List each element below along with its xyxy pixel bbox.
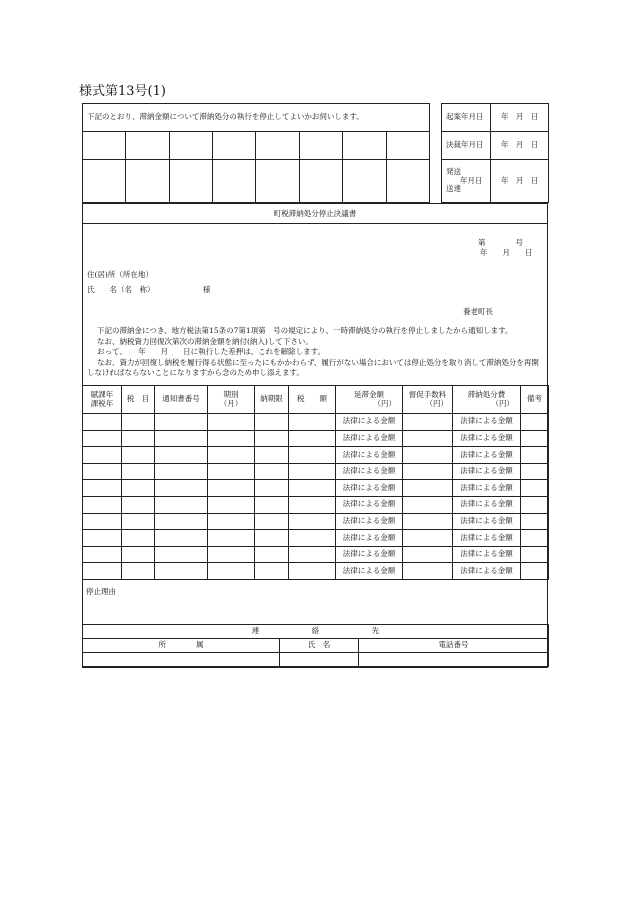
table-cell (255, 530, 289, 547)
late-charge-cell: 法律による金額 (336, 530, 403, 547)
stamp-cell (386, 132, 429, 160)
table-cell (255, 447, 289, 464)
header-tax-amount: 税 額 (289, 386, 336, 414)
table-cell (83, 546, 122, 563)
body-paragraph: なお、資力が回復し納税を履行得る状態に至ったにもかかわらず、履行がない場合においては停止処分を取り消して滞納処分を再開しなければならないことになりますから念のため申し添えます。 (87, 357, 539, 377)
stamp-cell (386, 160, 429, 203)
document-date: 年 月 日 (480, 248, 533, 257)
header-due-date: 納期限 (255, 386, 289, 414)
table-cell (155, 513, 208, 530)
table-cell (255, 496, 289, 513)
table-cell (403, 513, 453, 530)
table-cell (83, 496, 122, 513)
table-cell (289, 463, 336, 480)
approval-request-text: 下記のとおり、滞納金額について滞納処分の執行を停止してよいかお伺いします。 (83, 104, 430, 132)
contact-name-label: 氏 名 (280, 639, 359, 653)
table-cell (521, 530, 549, 547)
late-charge-cell: 法律による金額 (336, 414, 403, 431)
table-cell (208, 480, 255, 497)
name-label: 氏 名（名 称） (87, 285, 155, 294)
table-cell (208, 447, 255, 464)
table-cell (521, 496, 549, 513)
table-cell (122, 513, 155, 530)
stamp-cell (299, 160, 342, 203)
table-cell (521, 480, 549, 497)
table-row (83, 480, 549, 497)
table-cell (155, 546, 208, 563)
table-cell (289, 430, 336, 447)
table-cell (403, 496, 453, 513)
draft-date-label: 起案年月日 (441, 104, 490, 132)
body-paragraph: 下記の滞納金につき、地方税法第15条の7第1項第 号の規定により、一時滞納処分の執行を停止しましたから通知します。 (97, 326, 513, 335)
body-paragraph: なお、納税資力回復次第次の滞納金額を納付(納入)して下さい。 (97, 336, 313, 346)
table-cell (122, 546, 155, 563)
table-cell (521, 563, 549, 580)
table-cell (83, 414, 122, 431)
table-row (83, 530, 549, 547)
disposition-cost-cell: 法律による金額 (453, 513, 521, 530)
approval-date-label: 決裁年月日 (441, 132, 490, 160)
header-period: 期別 （月） (208, 386, 255, 414)
disposition-cost-cell: 法律による金額 (453, 414, 521, 431)
header-late-charge: 延滞金額 （円） (336, 386, 403, 414)
table-cell (289, 447, 336, 464)
table-cell (155, 414, 208, 431)
disposition-cost-cell: 法律による金額 (453, 563, 521, 580)
stamp-cell (169, 160, 212, 203)
table-row (83, 496, 549, 513)
table-cell (289, 530, 336, 547)
table-cell (83, 563, 122, 580)
header-reminder-fee: 督促手数料 （円） (403, 386, 453, 414)
table-cell (122, 463, 155, 480)
table-cell (289, 513, 336, 530)
address-label: 住(居)所（所在地） (87, 270, 153, 279)
table-cell (255, 563, 289, 580)
contact-name-field[interactable] (280, 653, 359, 667)
table-cell (208, 414, 255, 431)
table-cell (155, 496, 208, 513)
table-cell (208, 430, 255, 447)
approval-date-value: 年 月 日 (491, 132, 549, 160)
table-cell (403, 563, 453, 580)
table-row (83, 513, 549, 530)
disposition-cost-cell: 法律による金額 (453, 430, 521, 447)
late-charge-cell: 法律による金額 (336, 563, 403, 580)
stamp-cell (256, 160, 299, 203)
contact-title: 連 絡 先 (83, 625, 549, 639)
affiliation-label: 所 属 (83, 639, 280, 653)
disposition-cost-cell: 法律による金額 (453, 447, 521, 464)
disposition-cost-cell: 法律による金額 (453, 463, 521, 480)
issuer: 養老町長 (463, 307, 493, 316)
table-cell (289, 496, 336, 513)
table-cell (208, 513, 255, 530)
stamp-cell (169, 132, 212, 160)
table-cell (521, 447, 549, 464)
late-charge-cell: 法律による金額 (336, 430, 403, 447)
tax-detail-table (82, 385, 549, 580)
table-row (83, 447, 549, 464)
stamp-cell (126, 132, 169, 160)
table-cell (403, 546, 453, 563)
table-cell (255, 513, 289, 530)
disposition-cost-cell: 法律による金額 (453, 546, 521, 563)
phone-label: 電話番号 (359, 639, 549, 653)
stamp-cell (83, 160, 126, 203)
approval-table (82, 103, 549, 203)
table-cell (83, 430, 122, 447)
honorific: 様 (203, 285, 211, 294)
header-disposition-cost: 滞納処分費 （円） (453, 386, 521, 414)
table-cell (122, 447, 155, 464)
table-cell (255, 546, 289, 563)
disposition-cost-cell: 法律による金額 (453, 480, 521, 497)
table-cell (289, 563, 336, 580)
dispatch-date-label: 発送 年月日 送達 (441, 160, 490, 203)
table-cell (208, 563, 255, 580)
table-cell (403, 463, 453, 480)
header-assessment-year: 賦課年 課税年 (83, 386, 122, 414)
table-row (83, 563, 549, 580)
table-cell (155, 480, 208, 497)
table-cell (403, 414, 453, 431)
disposition-cost-cell: 法律による金額 (453, 496, 521, 513)
header-notice-number: 通知書番号 (155, 386, 208, 414)
affiliation-field[interactable] (83, 653, 280, 667)
table-cell (83, 480, 122, 497)
late-charge-cell: 法律による金額 (336, 496, 403, 513)
document-title: 町税滞納処分停止決議書 (83, 204, 547, 224)
late-charge-cell: 法律による金額 (336, 513, 403, 530)
body-paragraph: おって、 年 月 日に執行した差押は、これを解除します。 (97, 347, 325, 356)
table-row (83, 414, 549, 431)
table-cell (403, 480, 453, 497)
table-cell (122, 414, 155, 431)
table-cell (289, 414, 336, 431)
draft-date-value: 年 月 日 (491, 104, 549, 132)
document-number: 第 号 (478, 238, 523, 247)
late-charge-cell: 法律による金額 (336, 463, 403, 480)
table-cell (208, 530, 255, 547)
table-cell (83, 530, 122, 547)
table-cell (521, 513, 549, 530)
table-cell (155, 447, 208, 464)
table-row (83, 430, 549, 447)
stamp-cell (213, 160, 256, 203)
stamp-cell (299, 132, 342, 160)
table-row (83, 546, 549, 563)
table-cell (403, 430, 453, 447)
table-cell (155, 563, 208, 580)
table-cell (208, 546, 255, 563)
table-cell (255, 480, 289, 497)
stamp-cell (256, 132, 299, 160)
table-cell (83, 447, 122, 464)
table-cell (255, 463, 289, 480)
stamp-cell (83, 132, 126, 160)
dispatch-date-value: 年 月 日 (491, 160, 549, 203)
table-cell (289, 480, 336, 497)
phone-field[interactable] (359, 653, 549, 667)
late-charge-cell: 法律による金額 (336, 480, 403, 497)
table-cell (83, 513, 122, 530)
table-cell (122, 430, 155, 447)
table-cell (289, 546, 336, 563)
stop-reason-label: 停止理由 (86, 587, 116, 596)
table-cell (255, 414, 289, 431)
contact-table (82, 624, 549, 667)
late-charge-cell: 法律による金額 (336, 447, 403, 464)
late-charge-cell: 法律による金額 (336, 546, 403, 563)
header-tax-item: 税 目 (122, 386, 155, 414)
stamp-cell (213, 132, 256, 160)
table-cell (521, 546, 549, 563)
table-cell (122, 480, 155, 497)
table-cell (155, 463, 208, 480)
disposition-cost-cell: 法律による金額 (453, 530, 521, 547)
table-cell (122, 530, 155, 547)
table-cell (521, 430, 549, 447)
table-cell (208, 463, 255, 480)
stamp-cell (126, 160, 169, 203)
table-cell (403, 530, 453, 547)
table-cell (521, 463, 549, 480)
table-row (83, 463, 549, 480)
table-cell (255, 430, 289, 447)
table-cell (83, 463, 122, 480)
table-cell (521, 414, 549, 431)
table-cell (122, 496, 155, 513)
table-cell (403, 447, 453, 464)
table-cell (155, 530, 208, 547)
notice-body (87, 326, 545, 379)
table-cell (122, 563, 155, 580)
stamp-cell (343, 132, 386, 160)
header-remarks: 備考 (521, 386, 549, 414)
stamp-cell (343, 160, 386, 203)
table-cell (208, 496, 255, 513)
table-cell (155, 430, 208, 447)
form-number: 様式第13号(1) (79, 84, 166, 99)
